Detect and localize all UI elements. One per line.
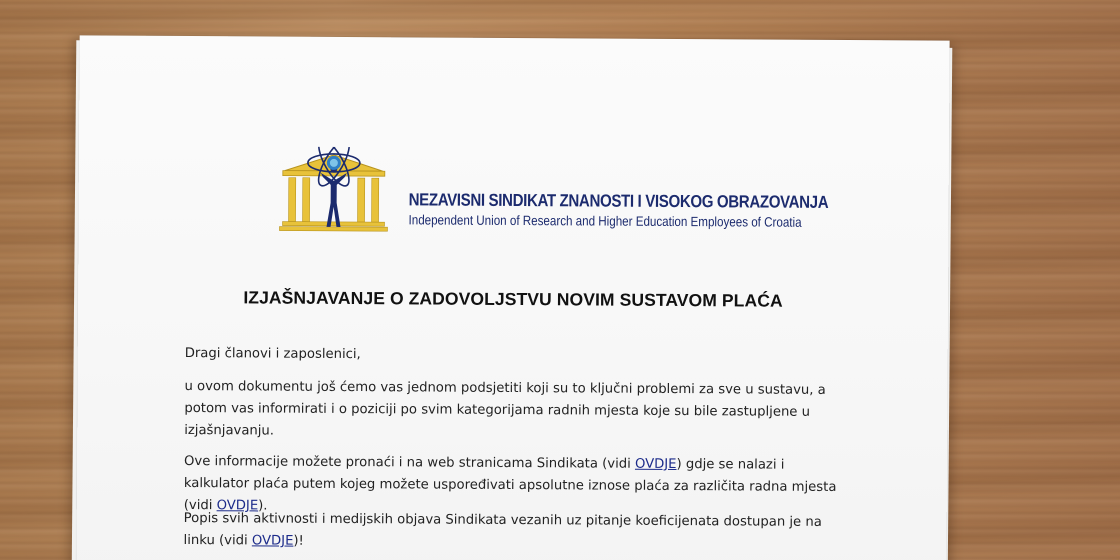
paragraph-3-text: )! — [293, 533, 304, 549]
paragraph-2-text: ). — [258, 498, 268, 514]
organization-name: NEZAVISNI SINDIKAT ZNANOSTI I VISOKOG OBRAZOVANJA — [408, 189, 829, 212]
document-sheet — [76, 35, 949, 560]
union-logo-icon — [278, 147, 389, 236]
greeting: Dragi članovi i zaposlenici, — [184, 345, 361, 363]
activities-link[interactable]: OVDJE — [251, 533, 294, 549]
paragraph-2-text: Ove informacije možete pronaći i na web stranicama Sindikata (vidi — [184, 453, 636, 472]
organization-name-english: Independent Union of Research and Higher Education Employees of Croatia — [408, 212, 802, 230]
website-link[interactable]: OVDJE — [634, 456, 677, 473]
document-title: IZJAŠNJAVANJE O ZADOVOLJSTVU NOVIM SUSTAVOM PLAĆA — [243, 287, 783, 311]
paragraph-3-text: Popis svih aktivnosti i medijskih objava Sindikata vezanih uz pitanje koeficijenata dostupan je na linku (vidi — [183, 510, 822, 549]
paragraph-1: u ovom dokumentu još ćemo vas jednom podsjetiti koji su to ključni problemi za sve u sustavu, a potom vas informirati i o poziciji po svim kategorijama radnih mjesta koje su bile zastupljene u izjašnjavanju. — [184, 378, 826, 439]
paragraph-3 — [184, 508, 844, 556]
paragraph-2-text: ) gdje se nalazi i kalkulator plaća putem kojeg možete uspoređivati apsolutne iznose plaća za različita radna mjesta (vidi — [183, 457, 837, 514]
calculator-link[interactable]: OVDJE — [216, 498, 259, 514]
